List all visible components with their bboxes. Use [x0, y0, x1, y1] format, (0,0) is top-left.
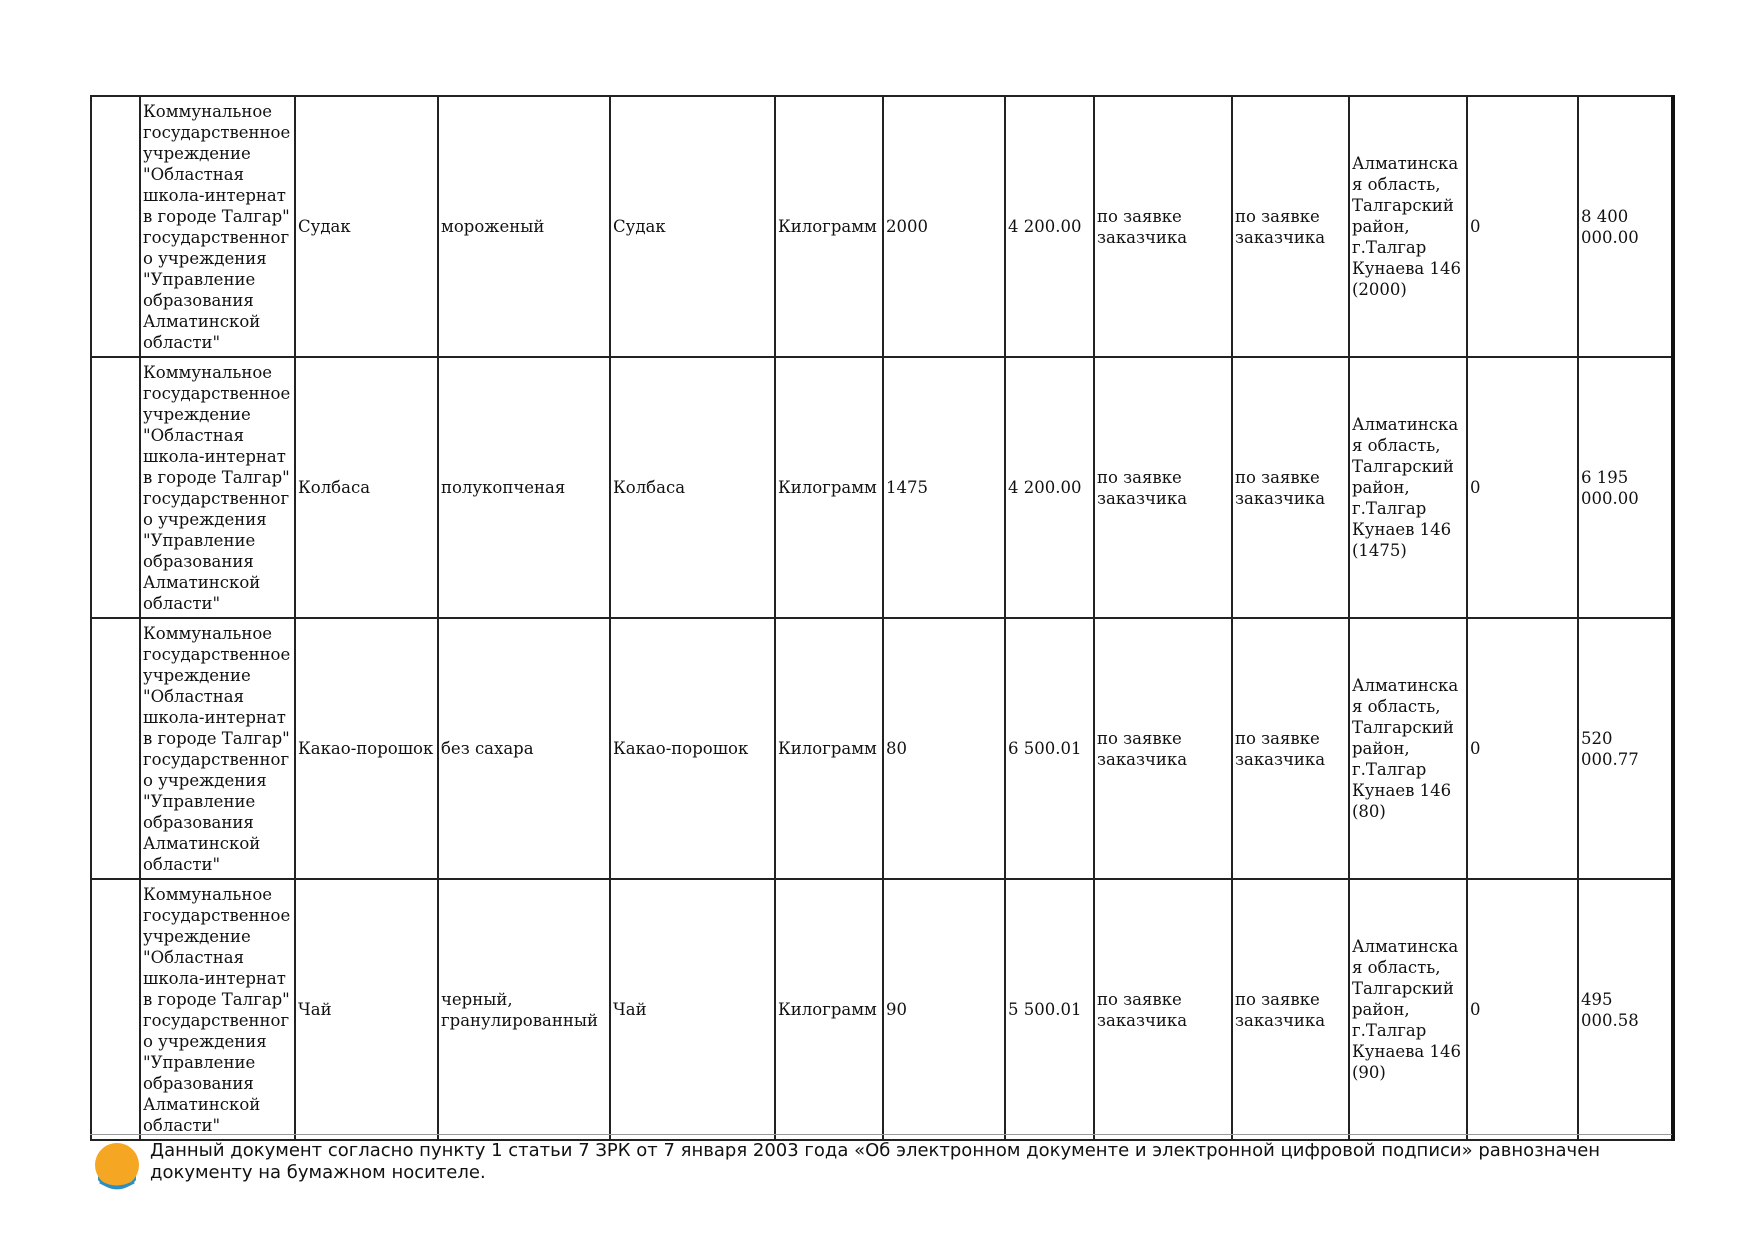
footer-legal-notice: Данный документ согласно пункту 1 статьи 7 ЗРК от 7 января 2003 года «Об электронном документе и электронной цифровой подписи» равнозначен документу на бумажном носителе.	[150, 1140, 1601, 1183]
item-name-cell: Судак	[295, 96, 438, 357]
egov-sun-logo-icon	[92, 1140, 142, 1190]
advance-cell: 0	[1467, 96, 1578, 357]
unit-cell: Килограмм	[775, 96, 883, 357]
price-cell: 4 200.00	[1005, 96, 1094, 357]
delivery-term-extra-cell: по заявке заказчика	[1232, 96, 1349, 357]
delivery-address-cell: Алматинская область, Талгарский район, г.Талгар Кунаева 146 (2000)	[1349, 96, 1467, 357]
item-name-extra-cell: Какао-порошок	[610, 618, 775, 879]
delivery-address-cell: Алматинская область, Талгарский район, г.Талгар Кунаева 146 (90)	[1349, 879, 1467, 1140]
delivery-term-cell: по заявке заказчика	[1094, 618, 1232, 879]
delivery-address-cell: Алматинская область, Талгарский район, г.Талгар Кунаев 146 (1475)	[1349, 357, 1467, 618]
sum-cell: 8 400 000.00	[1578, 96, 1673, 357]
customer-cell: Коммунальное государственное учреждение "Областная школа-интернат в городе Талгар" государственного учреждения "Управление образования Алматинской области"	[140, 96, 295, 357]
delivery-term-cell: по заявке заказчика	[1094, 96, 1232, 357]
advance-cell: 0	[1467, 618, 1578, 879]
row-number	[91, 618, 140, 879]
procurement-table	[90, 95, 1675, 1141]
unit-cell: Килограмм	[775, 357, 883, 618]
footer-divider	[90, 1134, 1672, 1135]
quantity-cell: 80	[883, 618, 1005, 879]
table-body	[91, 96, 1673, 1140]
item-spec-cell: черный, гранулированный	[438, 879, 610, 1140]
delivery-term-extra-cell: по заявке заказчика	[1232, 357, 1349, 618]
table-row	[91, 618, 1673, 879]
row-number	[91, 96, 140, 357]
item-name-extra-cell: Колбаса	[610, 357, 775, 618]
item-spec-cell: без сахара	[438, 618, 610, 879]
customer-cell: Коммунальное государственное учреждение "Областная школа-интернат в городе Талгар" государственного учреждения "Управление образования Алматинской области"	[140, 357, 295, 618]
table-row	[91, 96, 1673, 357]
item-name-cell: Чай	[295, 879, 438, 1140]
item-spec-cell: мороженый	[438, 96, 610, 357]
item-name-cell: Какао-порошок	[295, 618, 438, 879]
customer-cell: Коммунальное государственное учреждение "Областная школа-интернат в городе Талгар" государственного учреждения "Управление образования Алматинской области"	[140, 618, 295, 879]
sum-cell: 520 000.77	[1578, 618, 1673, 879]
item-name-extra-cell: Чай	[610, 879, 775, 1140]
item-name-extra-cell: Судак	[610, 96, 775, 357]
delivery-address-cell: Алматинская область, Талгарский район, г.Талгар Кунаев 146 (80)	[1349, 618, 1467, 879]
delivery-term-cell: по заявке заказчика	[1094, 357, 1232, 618]
row-number	[91, 879, 140, 1140]
row-number	[91, 357, 140, 618]
price-cell: 4 200.00	[1005, 357, 1094, 618]
delivery-term-extra-cell: по заявке заказчика	[1232, 879, 1349, 1140]
quantity-cell: 90	[883, 879, 1005, 1140]
customer-cell: Коммунальное государственное учреждение "Областная школа-интернат в городе Талгар" государственного учреждения "Управление образования Алматинской области"	[140, 879, 295, 1140]
delivery-term-extra-cell: по заявке заказчика	[1232, 618, 1349, 879]
unit-cell: Килограмм	[775, 879, 883, 1140]
item-spec-cell: полукопченая	[438, 357, 610, 618]
quantity-cell: 2000	[883, 96, 1005, 357]
delivery-term-cell: по заявке заказчика	[1094, 879, 1232, 1140]
table-row	[91, 879, 1673, 1140]
price-cell: 5 500.01	[1005, 879, 1094, 1140]
price-cell: 6 500.01	[1005, 618, 1094, 879]
item-name-cell: Колбаса	[295, 357, 438, 618]
unit-cell: Килограмм	[775, 618, 883, 879]
advance-cell: 0	[1467, 357, 1578, 618]
table-row	[91, 357, 1673, 618]
quantity-cell: 1475	[883, 357, 1005, 618]
sum-cell: 6 195 000.00	[1578, 357, 1673, 618]
advance-cell: 0	[1467, 879, 1578, 1140]
sum-cell: 495 000.58	[1578, 879, 1673, 1140]
